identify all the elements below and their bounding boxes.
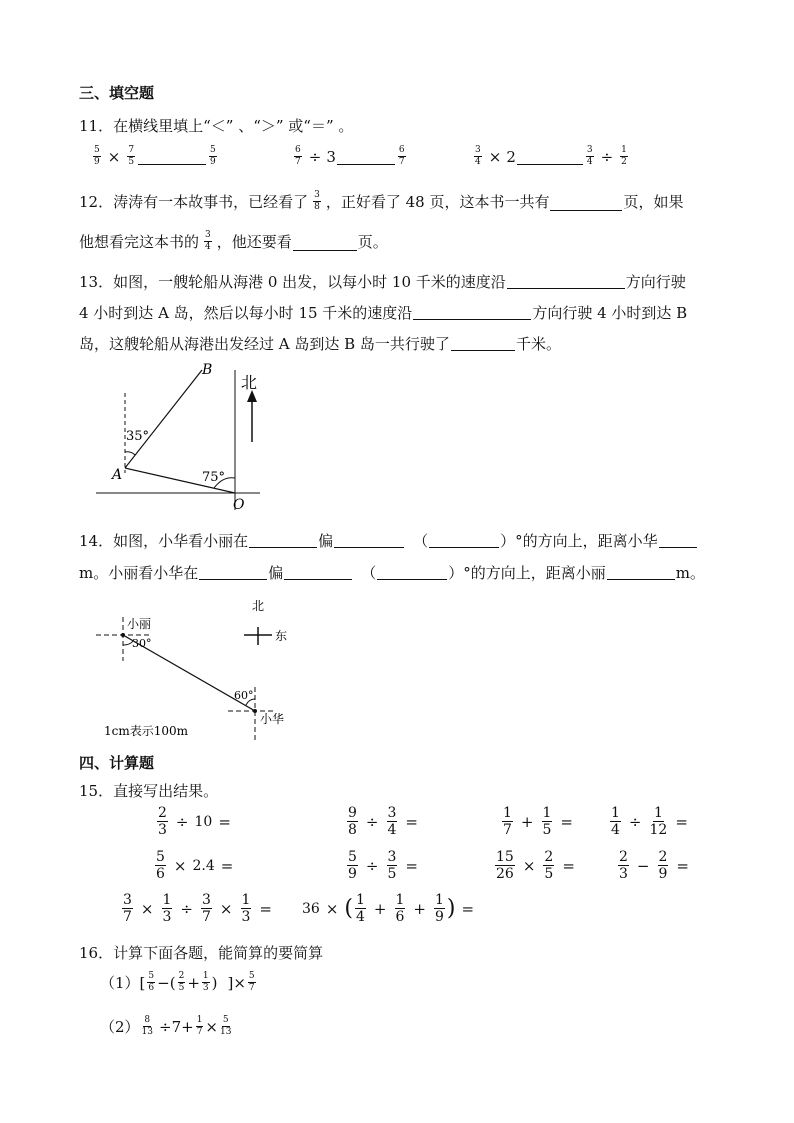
answer-blank[interactable] xyxy=(517,163,583,165)
fraction: $\frac{2}{9}$ xyxy=(658,849,668,882)
fraction: $\frac{2}{5}$ xyxy=(544,849,554,882)
q15-expression-8: $\frac{2}{3}$ − $\frac{2}{9}$ = xyxy=(619,849,689,882)
q11-comparison-c: $\frac{3}{4}$ × 2 $\frac{3}{4}$ ÷ $\frac{1}{2}$ xyxy=(475,145,627,167)
fraction: $\frac{3}{4}$ xyxy=(205,230,211,252)
fraction: $\frac{6}{7}$ xyxy=(398,145,405,167)
fraction: $\frac{3}{4}$ xyxy=(586,145,593,167)
fraction: $\frac{3}{4}$ xyxy=(475,145,481,167)
point-xiaohua xyxy=(253,709,257,713)
fraction: $\frac{6}{7}$ xyxy=(295,145,301,167)
compass-east-label: 东 xyxy=(275,629,288,643)
scale-note: 1cm表示100m xyxy=(104,724,189,738)
question-12-line-2: 他想看完这本书的 $\frac{3}{4}$ ，他还要看 页。 xyxy=(79,230,388,252)
q15-expression-3: $\frac{1}{7}$ + $\frac{1}{5}$ = xyxy=(503,805,573,838)
q15-expression-5: $\frac{5}{6}$ × 2.4 = xyxy=(156,849,234,882)
fraction: $\frac{8}{13}$ xyxy=(141,1015,153,1037)
q11-comparison-a: $\frac{5}{9}$ × $\frac{7}{5}$ $\frac{5}{9}$ xyxy=(94,145,216,167)
angle-label-75: 75° xyxy=(202,470,226,485)
answer-blank[interactable] xyxy=(607,578,675,580)
question-13-line-1: 13．如图，一艘轮船从海港 0 出发，以每小时 10 千米的速度沿 方向行驶 xyxy=(79,273,686,291)
answer-blank[interactable] xyxy=(550,209,622,211)
fraction: $\frac{1}{6}$ xyxy=(395,892,405,925)
fraction: $\frac{1}{5}$ xyxy=(542,805,552,838)
fraction: $\frac{1}{7}$ xyxy=(196,1015,203,1037)
question-16-title: 16．计算下面各题，能简算的要简算 xyxy=(79,944,324,962)
segment-a-b xyxy=(125,370,202,468)
answer-blank[interactable] xyxy=(293,249,357,251)
answer-blank[interactable] xyxy=(334,546,404,548)
question-15-title: 15．直接写出结果。 xyxy=(79,782,219,800)
fraction: $\frac{5}{9}$ xyxy=(348,849,357,882)
question-12-line-1: 12．涛涛有一本故事书，已经看了 $\frac{3}{8}$ ，正好看了 48 页，这本书一共有 页，如果 xyxy=(79,190,684,212)
compass-north-label: 北 xyxy=(252,599,265,613)
fraction: $\frac{3}{8}$ xyxy=(314,190,320,212)
fraction: $\frac{1}{3}$ xyxy=(202,971,209,993)
answer-blank[interactable] xyxy=(199,578,267,580)
fraction: $\frac{1}{12}$ xyxy=(649,805,668,838)
angle-label-60: 60° xyxy=(234,689,254,702)
fraction: $\frac{1}{4}$ xyxy=(611,805,620,838)
answer-blank[interactable] xyxy=(429,546,499,548)
answer-blank[interactable] xyxy=(138,163,206,165)
fraction: $\frac{2}{5}$ xyxy=(178,971,185,993)
fraction: $\frac{5}{6}$ xyxy=(148,971,155,993)
fraction: $\frac{9}{8}$ xyxy=(348,805,357,838)
question-14-line-1: 14．如图，小华看小丽在 偏 （ ）°的方向上，距离小华 xyxy=(79,530,698,551)
fraction: $\frac{3}{7}$ xyxy=(123,892,132,925)
section-4-title: 四、计算题 xyxy=(79,754,155,772)
question-14-line-2: m。小丽看小华在 偏 （ ）°的方向上，距离小丽 m。 xyxy=(79,564,706,582)
q16-problem-2: （2） $\frac{8}{13}$ ÷7+ $\frac{1}{7}$ × $\frac{5}{13}$ xyxy=(100,1015,232,1037)
fraction: $\frac{7}{5}$ xyxy=(128,145,135,167)
fraction: $\frac{5}{9}$ xyxy=(210,145,216,167)
q15-expression-6: $\frac{5}{9}$ ÷ $\frac{3}{5}$ = xyxy=(348,849,418,882)
question-13-line-3: 岛，这艘轮船从海港出发经过 A 岛到达 B 岛一共行驶了 千米。 xyxy=(79,335,561,353)
q15-expression-9: $\frac{3}{7}$ × $\frac{1}{3}$ ÷ $\frac{3}{7}$ × $\frac{1}{3}$ = xyxy=(123,892,272,925)
answer-blank[interactable] xyxy=(659,546,697,548)
fraction: $\frac{1}{2}$ xyxy=(621,145,627,167)
label-xiaohua: 小华 xyxy=(260,712,285,726)
fraction: $\frac{15}{26}$ xyxy=(496,849,514,882)
q15-expression-2: $\frac{9}{8}$ ÷ $\frac{3}{4}$ = xyxy=(348,805,418,838)
answer-blank[interactable] xyxy=(451,349,515,351)
question-13-line-2: 4 小时到达 A 岛，然后以每小时 15 千米的速度沿 方向行驶 4 小时到达 B xyxy=(79,304,688,322)
label-o: O xyxy=(233,497,245,513)
angle-label-30: 30° xyxy=(132,637,152,650)
fraction: $\frac{2}{3}$ xyxy=(619,849,628,882)
q15-expression-10: 36 × ( $\frac{1}{4}$ + $\frac{1}{6}$ + $\frac{1}{9}$ ) = xyxy=(302,892,475,925)
fraction: $\frac{1}{3}$ xyxy=(162,892,172,925)
q11-comparison-b: $\frac{6}{7}$ ÷ 3 $\frac{6}{7}$ xyxy=(295,145,405,167)
answer-blank[interactable] xyxy=(249,546,317,548)
fraction: $\frac{3}{7}$ xyxy=(202,892,211,925)
q16-problem-1: （1） [ $\frac{5}{6}$ − ( $\frac{2}{5}$ + $\frac{1}{3}$ ) ] × $\frac{5}{7}$ xyxy=(100,971,255,993)
fraction: $\frac{1}{9}$ xyxy=(435,892,444,925)
question-11-text: 11．在横线里填上“＜” 、“＞” 或“＝” 。 xyxy=(79,117,354,135)
fraction: $\frac{5}{13}$ xyxy=(220,1015,232,1037)
answer-blank[interactable] xyxy=(507,287,625,289)
fraction: $\frac{1}{7}$ xyxy=(503,805,512,838)
q15-expression-1: $\frac{2}{3}$ ÷ 10 = xyxy=(158,805,231,838)
fraction: $\frac{1}{4}$ xyxy=(356,892,365,925)
fraction: $\frac{3}{4}$ xyxy=(387,805,397,838)
q15-expression-7: $\frac{15}{26}$ × $\frac{2}{5}$ = xyxy=(496,849,575,882)
fraction: $\frac{2}{3}$ xyxy=(158,805,167,838)
answer-blank[interactable] xyxy=(337,163,395,165)
fraction: $\frac{5}{9}$ xyxy=(94,145,100,167)
fraction: $\frac{3}{5}$ xyxy=(387,849,397,882)
section-3-title: 三、填空题 xyxy=(79,84,155,102)
answer-blank[interactable] xyxy=(377,578,447,580)
label-north: 北 xyxy=(241,373,258,392)
label-b: B xyxy=(202,362,213,378)
q15-expression-4: $\frac{1}{4}$ ÷ $\frac{1}{12}$ = xyxy=(611,805,688,838)
fraction: $\frac{1}{3}$ xyxy=(241,892,251,925)
q14-direction-diagram xyxy=(92,595,332,745)
answer-blank[interactable] xyxy=(413,318,531,320)
answer-blank[interactable] xyxy=(284,578,352,580)
fraction: $\frac{5}{6}$ xyxy=(156,849,165,882)
q13-direction-diagram xyxy=(90,360,270,515)
label-a: A xyxy=(112,467,123,483)
label-xiaoli: 小丽 xyxy=(127,617,152,631)
fraction: $\frac{5}{7}$ xyxy=(248,971,255,993)
angle-arc-35 xyxy=(125,452,135,455)
angle-label-35: 35° xyxy=(126,429,150,444)
